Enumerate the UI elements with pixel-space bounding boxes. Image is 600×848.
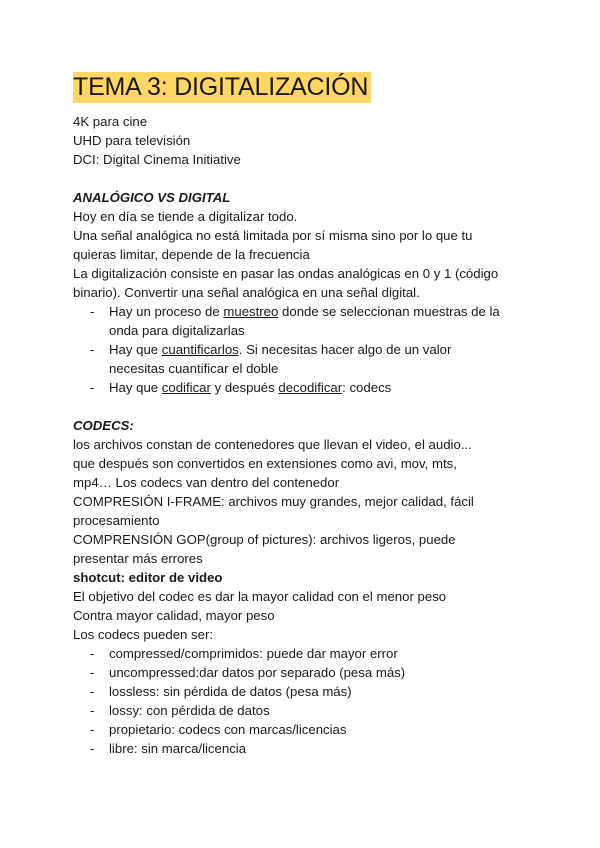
paragraph-line: Contra mayor calidad, mayor peso: [73, 608, 275, 623]
list-item: [73, 340, 540, 378]
bullet-text: Hay que: [109, 380, 162, 395]
bold-line: shotcut: editor de video: [73, 570, 223, 585]
bullet-text: onda para digitalizarlas: [109, 323, 245, 338]
bullet-text: : codecs: [342, 380, 392, 395]
list-item: [73, 378, 540, 397]
paragraph-line: COMPRENSIÓN GOP(group of pictures): archivos ligeros, puede: [73, 532, 456, 547]
underlined-term: codificar: [161, 380, 211, 395]
paragraph-line: mp4… Los codecs van dentro del contenedor: [73, 475, 340, 490]
list-item: [73, 302, 540, 340]
analog-bullet-list: [73, 302, 540, 397]
intro-line: DCI: Digital Cinema Initiative: [73, 152, 241, 167]
bullet-text: Hay un proceso de: [109, 304, 224, 319]
paragraph-line: binario). Convertir una señal analógica en una señal digital.: [73, 285, 420, 300]
paragraph-line: procesamiento: [73, 513, 160, 528]
paragraph-line: La digitalización consiste en pasar las ondas analógicas en 0 y 1 (código: [73, 266, 499, 281]
bullet-text: y después: [210, 380, 279, 395]
paragraph-line: Hoy en día se tiende a digitalizar todo.: [73, 209, 298, 224]
intro-line: UHD para televisión: [73, 133, 191, 148]
paragraph-line: Los codecs pueden ser:: [73, 627, 214, 642]
paragraph-line: presentar más errores: [73, 551, 203, 566]
section-heading-codecs: CODECS:: [73, 418, 134, 433]
paragraph-line: quieras limitar, depende de la frecuencia: [73, 247, 310, 262]
list-item: - propietario: codecs con marcas/licencias: [73, 720, 540, 739]
list-item: - lossless: sin pérdida de datos (pesa más): [73, 682, 540, 701]
underlined-term: cuantificarlos: [161, 342, 239, 357]
intro-line: 4K para cine: [73, 114, 148, 129]
paragraph-line: Una señal analógica no está limitada por sí misma sino por lo que tu: [73, 228, 473, 243]
codec-types-list: [73, 644, 540, 758]
underlined-term: muestreo: [223, 304, 279, 319]
section-heading-analogico: ANALÓGICO VS DIGITAL: [73, 190, 231, 205]
document-title: TEMA 3: DIGITALIZACIÓN: [73, 72, 371, 103]
bullet-text: necesitas cuantificar el doble: [109, 361, 279, 376]
underlined-term: decodificar: [278, 380, 343, 395]
list-item: - lossy: con pérdida de datos: [73, 701, 540, 720]
list-item: - uncompressed:dar datos por separado (pesa más): [73, 663, 540, 682]
paragraph-line: que después son convertidos en extensiones como avi, mov, mts,: [73, 456, 457, 471]
list-item: - compressed/comprimidos: puede dar mayor error: [73, 644, 540, 663]
bullet-text: Hay que: [109, 342, 162, 357]
bullet-text: . Si necesitas hacer algo de un valor: [238, 342, 452, 357]
list-item: - libre: sin marca/licencia: [73, 739, 540, 758]
paragraph-line: los archivos constan de contenedores que llevan el video, el audio...: [73, 437, 472, 452]
bullet-text: donde se seleccionan muestras de la: [278, 304, 500, 319]
paragraph-line: COMPRESIÓN I-FRAME: archivos muy grandes, mejor calidad, fácil: [73, 494, 474, 509]
paragraph-line: El objetivo del codec es dar la mayor calidad con el menor peso: [73, 589, 447, 604]
